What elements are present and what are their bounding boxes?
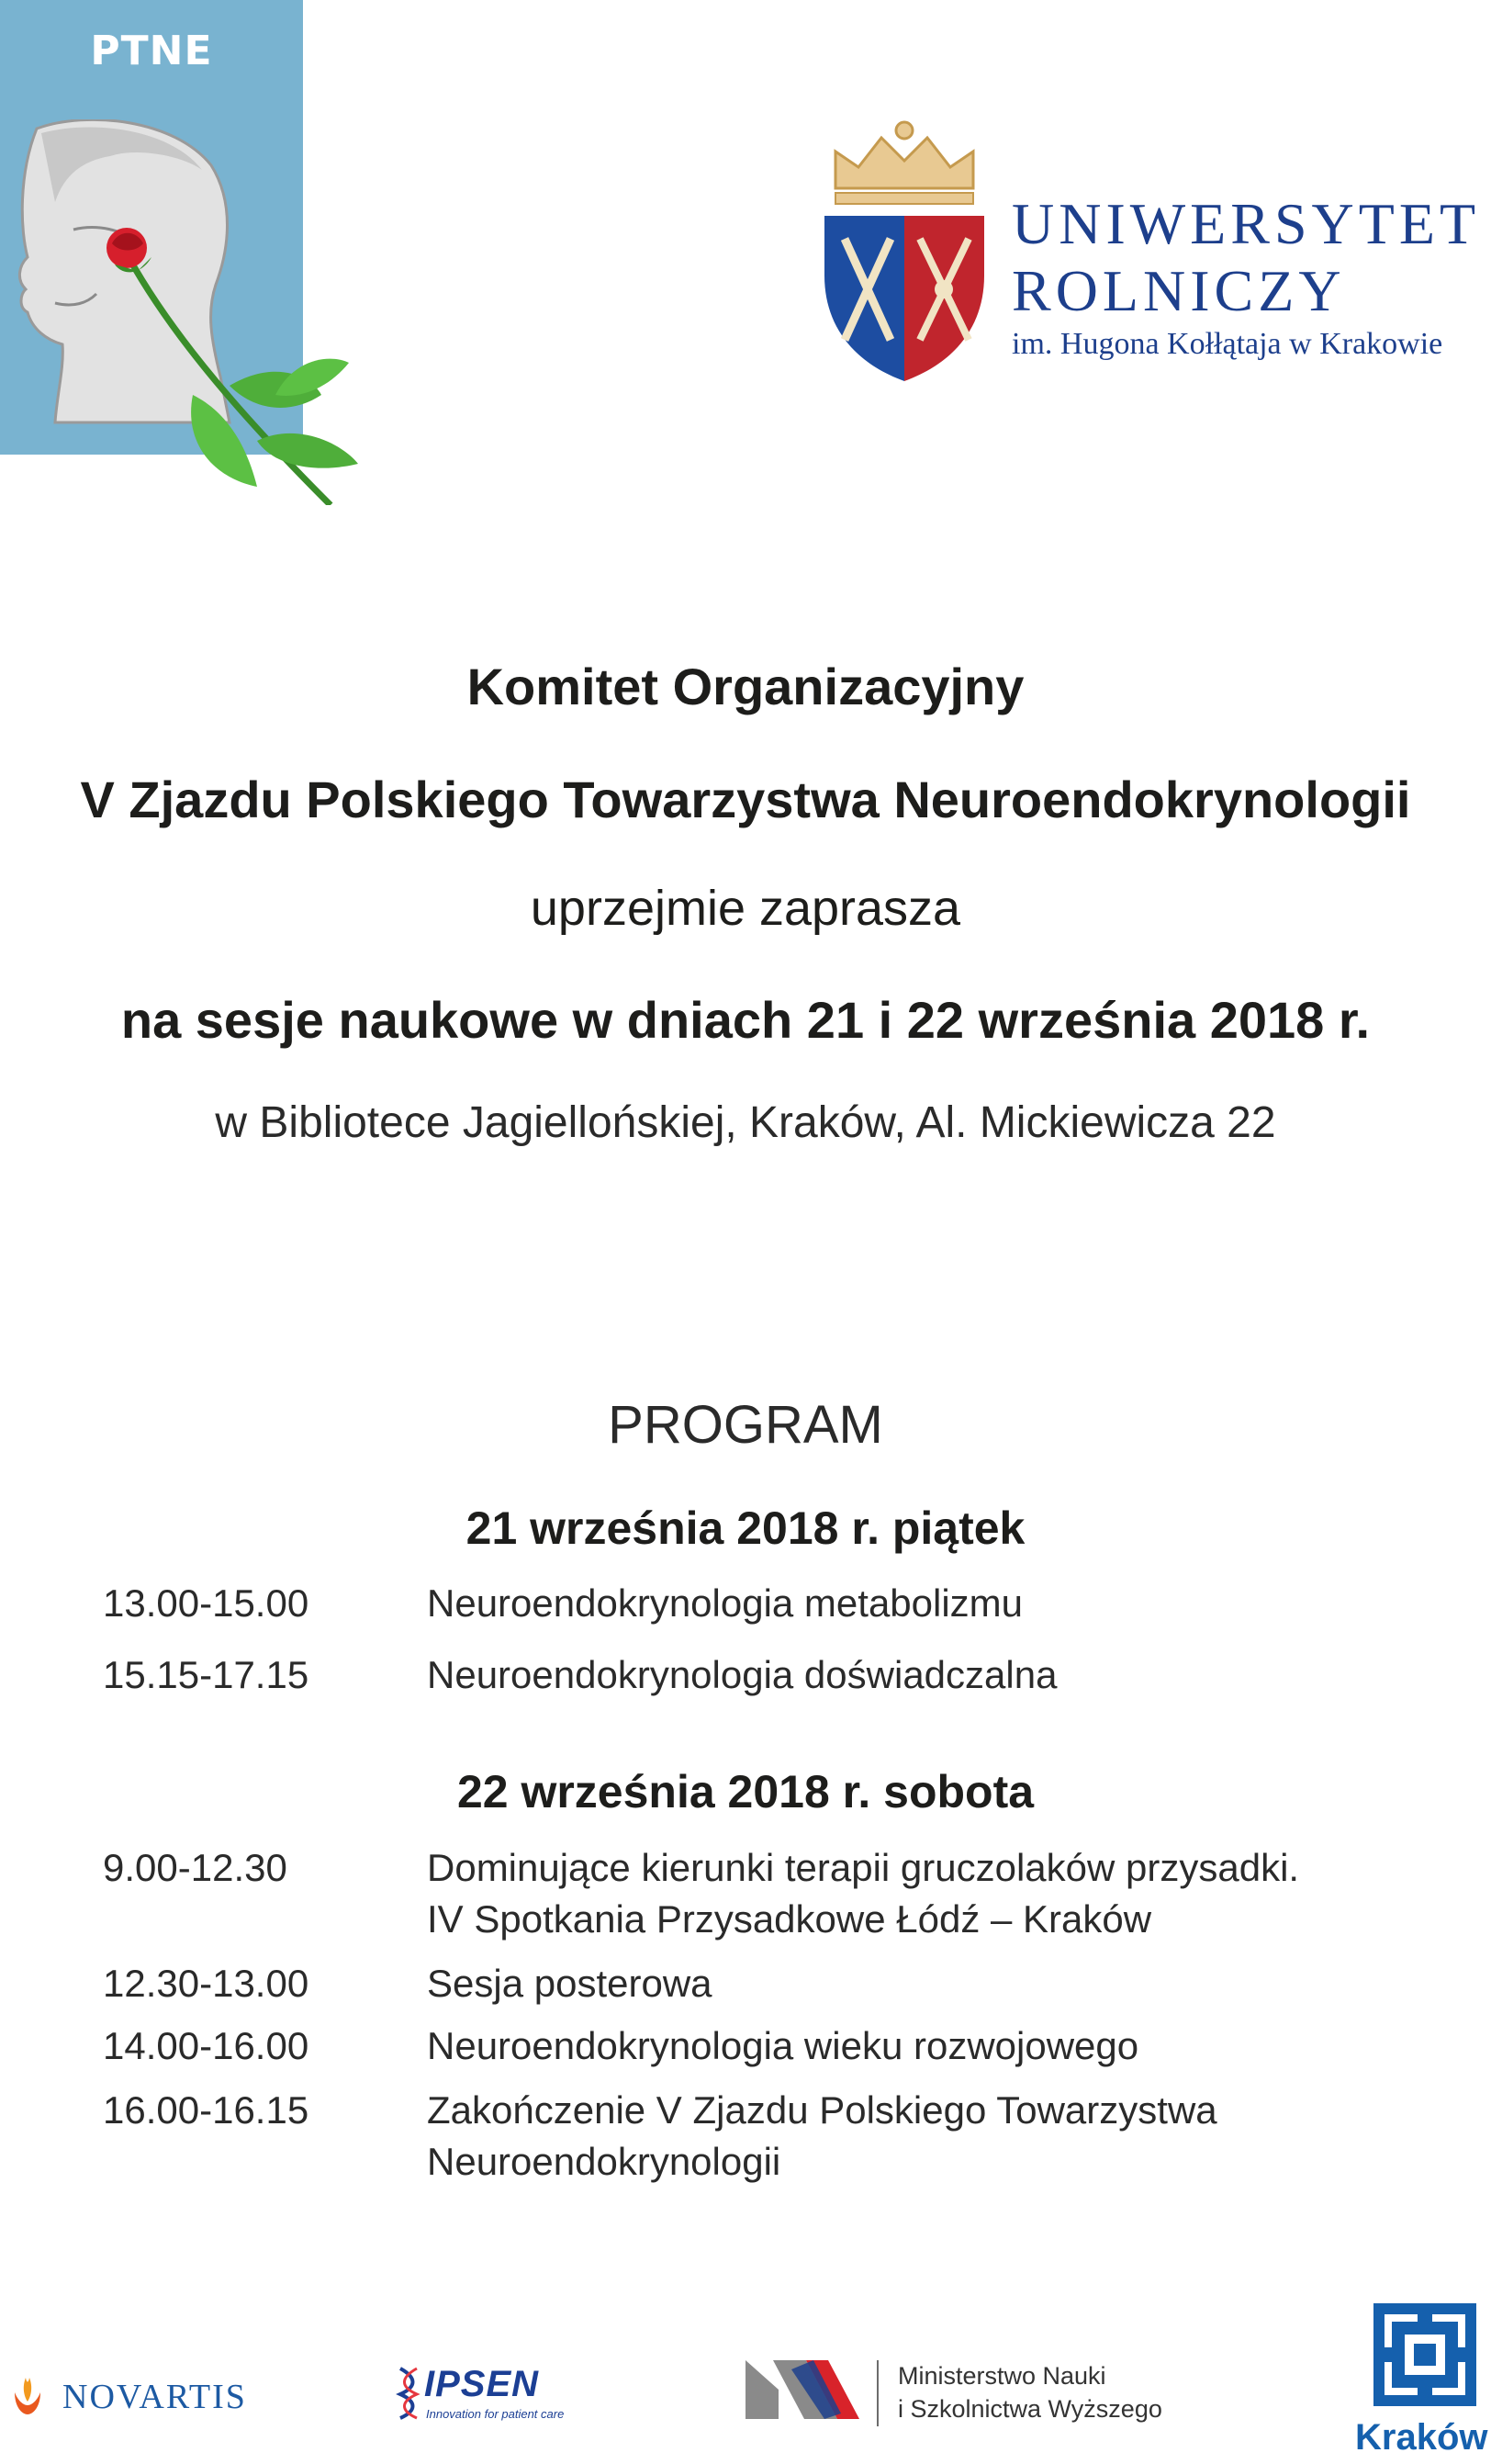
university-name-line3: im. Hugona Kołłątaja w Krakowie: [1012, 327, 1443, 361]
university-name-line1: UNIWERSYTET: [1012, 191, 1481, 256]
program-item-topic-line2: IV Spotkania Przysadkowe Łódź – Kraków: [427, 1897, 1152, 1941]
ministry-name-line2: i Szkolnictwa Wyższego: [898, 2395, 1162, 2423]
program-item-topic: Sesja posterowa: [427, 1962, 712, 2005]
program-item-time: 9.00-12.30: [103, 1846, 287, 1889]
sessions-dates-heading: na sesje naukowe w dniach 21 i 22 września 2018 r.: [120, 991, 1371, 1049]
krakow-logo-text: Kraków: [1355, 2417, 1488, 2458]
ministry-logo-icon: [746, 2360, 859, 2419]
invitation-text: uprzejmie zaprasza: [530, 881, 961, 936]
university-crest-icon: [817, 110, 992, 386]
day-heading-friday: 21 września 2018 r. piątek: [465, 1502, 1026, 1554]
venue-address: w Bibliotece Jagiellońskiej, Kraków, Al. Mickiewicza 22: [215, 1098, 1276, 1147]
program-item-time: 12.30-13.00: [103, 1962, 309, 2005]
congress-name-heading: V Zjazdu Polskiego Towarzystwa Neuroendokrynologii: [80, 771, 1411, 828]
ipsen-tagline: Innovation for patient care: [426, 2407, 565, 2421]
program-item-topic: Neuroendokrynologia metabolizmu: [427, 1581, 1024, 1625]
program-item-time: 13.00-15.00: [103, 1581, 309, 1625]
ipsen-helix-icon: [395, 2365, 422, 2420]
ptne-logo-text: PTNE: [90, 28, 213, 74]
ministry-name-line1: Ministerstwo Nauki: [898, 2362, 1106, 2390]
program-item-topic: Neuroendokrynologia doświadczalna: [427, 1653, 1058, 1696]
program-item-time: 16.00-16.15: [103, 2088, 309, 2132]
program-item-topic: Dominujące kierunki terapii gruczolaków przysadki.: [427, 1846, 1300, 1889]
program-item-time: 15.15-17.15: [103, 1653, 309, 1696]
novartis-logo-text: NOVARTIS: [62, 2378, 247, 2416]
program-item-time: 14.00-16.00: [103, 2024, 309, 2067]
novartis-flame-icon: [11, 2374, 44, 2416]
bust-with-rose-icon: [0, 119, 367, 505]
university-name-line2: ROLNICZY: [1012, 258, 1346, 323]
program-item-topic: Neuroendokrynologia wieku rozwojowego: [427, 2024, 1139, 2067]
organizing-committee-heading: Komitet Organizacyjny: [466, 658, 1025, 715]
day-heading-saturday: 22 września 2018 r. sobota: [456, 1766, 1035, 1817]
program-item-topic: Zakończenie V Zjazdu Polskiego Towarzystwa: [427, 2088, 1217, 2132]
krakow-city-logo-icon: [1373, 2303, 1476, 2406]
program-title: PROGRAM: [608, 1395, 883, 1455]
ipsen-logo-text: IPSEN: [424, 2364, 540, 2404]
ministry-divider: [877, 2360, 879, 2426]
program-item-topic-line2: Neuroendokrynologii: [427, 2140, 781, 2183]
